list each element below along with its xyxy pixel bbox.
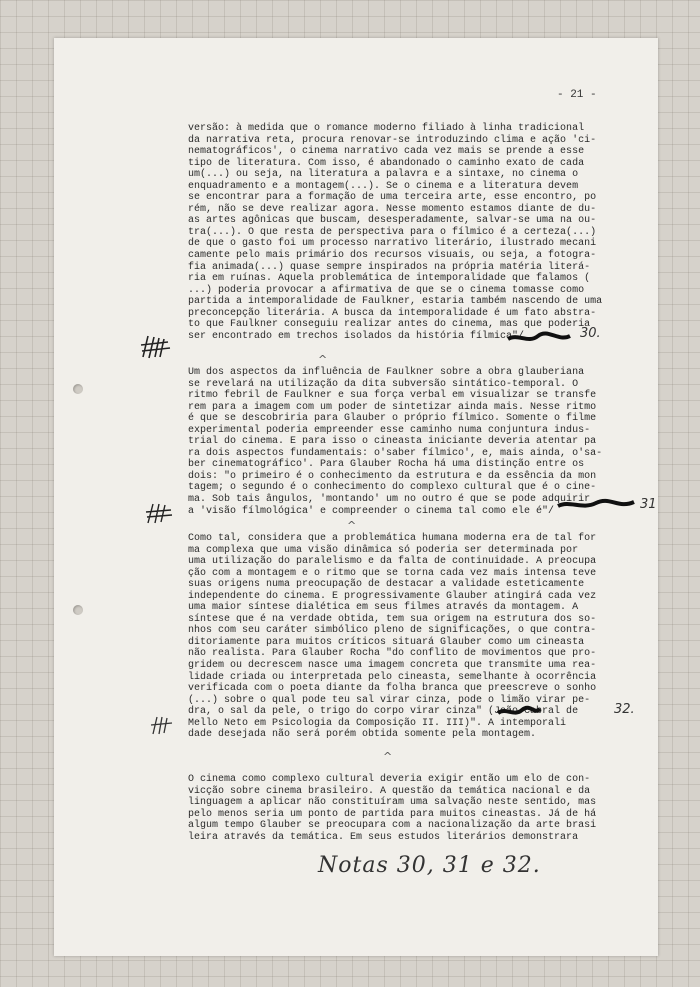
text-line: Um dos aspectos da influência de Faulkner sobre a obra glauberiana xyxy=(188,367,585,378)
text-line: nhos com seu caráter simbólico pleno de significações, o que contra- xyxy=(188,625,597,637)
paragraph-3 xyxy=(188,533,620,741)
text-line: dois: "o primeiro é o conhecimento da estrutura e da essência da mon xyxy=(188,470,597,482)
text-line: algum tempo Glauber se preocupara com a nacionalização da arte brasi xyxy=(188,820,597,832)
text-line: O cinema como complexo cultural deveria exigir então um elo de con- xyxy=(188,774,591,785)
text-line: verificada com o poeta diante da folha branca que preescreve o sonho xyxy=(188,683,597,695)
text-line: gridem ou decrescem nasce uma imagem concreta que transmite uma rea- xyxy=(188,660,597,672)
text-line: ber cinematográfico'. Para Glauber Rocha há uma distinção entre os xyxy=(188,459,585,471)
strikethrough-2 xyxy=(556,496,636,514)
paragraph-4 xyxy=(188,774,620,843)
text-line: ma complexa que uma visão dinâmica só poderia ser determinada por xyxy=(188,544,579,556)
text-line: ção com a montagem e o ritmo que se torna cada vez mais intensa teve xyxy=(188,567,597,579)
text-line: ritmo febril de Faulkner e sua força verbal em visualizar se transfe xyxy=(188,390,597,402)
text-line: ...) poderia provocar a afirmativa de que se o cinema tomasse como xyxy=(188,284,585,296)
text-line: não realista. Para Glauber Rocha "do conflito de movimentos que pro- xyxy=(188,648,597,660)
text-line: dra, o sal da pele, o trigo do corpo virar cinza" (João Cabral de xyxy=(188,706,579,718)
text-line: as artes agônicas que buscam, desesperadamente, salvar-se uma na ou- xyxy=(188,215,597,227)
text-line: síntese que é na verdade obtida, tem sua origem na estrutura dos so- xyxy=(188,613,597,625)
text-line: a 'visão fílmológica' e compreender o cinema tal como ele é"/ xyxy=(188,505,555,517)
punch-hole-bottom xyxy=(73,605,83,615)
insertion-caret-1: ^ xyxy=(318,353,328,366)
text-line: se revelará na utilização da dita subversão sintático-temporal. O xyxy=(188,378,579,390)
text-line: rém, não se deve realizar agora. Nesse momento estamos diante de du- xyxy=(188,203,597,215)
text-line: experimental poderia empreender esse caminho numa conjuntura indus- xyxy=(188,424,591,436)
text-line: se encontrar para a formação de uma terceira arte, esse encontro, po xyxy=(188,192,597,204)
text-line: é que se descobriria para Glauber o próprio fílmico. Somente o filme xyxy=(188,413,597,425)
text-line: versão: à medida que o romance moderno filiado à linha tradicional xyxy=(188,123,585,134)
text-line: fia animada(...) quase sempre inspirados na própria matéria literá- xyxy=(188,261,591,273)
note-number-30: 30. xyxy=(580,326,601,341)
text-line: de que o gasto foi um processo narrativo literário, ilustrado mecani xyxy=(188,238,597,250)
text-line: Mello Neto em Psicologia da Composição II. III)". A intemporali xyxy=(188,717,567,729)
paragraph-1 xyxy=(188,123,620,342)
text-line: independente do cinema. E progressivamente Glauber atingirá cada vez xyxy=(188,590,597,602)
insertion-caret-3: ^ xyxy=(383,750,393,763)
handwritten-note: Notas 30, 31 e 32. xyxy=(318,853,541,878)
note-number-32: 32. xyxy=(614,702,635,717)
paragraph-2 xyxy=(188,367,620,517)
text-line: ma. Sob tais ângulos, 'montando' um no outro é que se pode adquirir xyxy=(188,494,591,506)
text-line: da narrativa reta, procura renovar-se introduzindo clima e ação 'ci- xyxy=(188,134,597,146)
text-line: Como tal, considera que a problemática humana moderna era de tal for xyxy=(188,533,597,544)
text-line: um(...) ou seja, na literatura a palavra e a sintaxe, no cinema o xyxy=(188,169,579,181)
text-line: camente pelo mais primário dos recursos visuais, ou seja, a fotogra- xyxy=(188,250,597,262)
text-line: tagem; o segundo é o conhecimento do complexo cultural que é o cine- xyxy=(188,482,597,494)
text-line: pelo menos seria um ponto de partida para muitos cineastas. Já de há xyxy=(188,808,597,820)
page-number: - 21 - xyxy=(557,89,597,101)
text-line: rem para a imagem com um poder de sintetizar ainda mais. Nesse ritmo xyxy=(188,401,597,413)
text-line: vicção sobre cinema brasileiro. A questão da temática nacional e da xyxy=(188,785,591,797)
text-line: trial do cinema. E para isso o cineasta iniciante deveria atentar pa xyxy=(188,436,597,448)
margin-scribble-1 xyxy=(140,332,172,360)
punch-hole-top xyxy=(73,384,83,394)
margin-scribble-2 xyxy=(145,500,175,526)
insertion-caret-2: ^ xyxy=(347,519,357,532)
text-line: uma maior síntese dialética em seus filmes através da montagem. A xyxy=(188,602,579,614)
strikethrough-3 xyxy=(496,703,542,721)
text-line: dade desejada não será porém obtida somente pela montagem. xyxy=(188,729,537,741)
text-line: ra dois aspectos fundamentais: o'saber fílmico', e, mais ainda, o'sa- xyxy=(188,447,603,459)
text-line: (...) sobre o qual pode teu sal virar cinza, pode o limão virar pe- xyxy=(188,694,591,706)
text-line: uma utilização do paralelismo e da falta de continuidade. A preocupa xyxy=(188,556,597,568)
text-line: ria em ruínas. Aquela problemática de intemporalidade que falamos ( xyxy=(188,273,591,285)
text-line: ser encontrado em trechos isolados da história fílmica"/ xyxy=(188,330,525,342)
text-line: linguagem a aplicar não constituíram uma salvação neste sentido, mas xyxy=(188,797,597,809)
text-line: to que Faulkner conseguiu realizar antes do cinema, mas que poderia xyxy=(188,319,591,331)
text-line: tipo de literatura. Com isso, é abandonado o caminho exato de cada xyxy=(188,157,585,169)
text-line: enquadramento e a montagem(...). Se o cinema e a literatura devem xyxy=(188,180,579,192)
margin-scribble-3 xyxy=(150,713,176,737)
text-line: leira através da temática. Em seus estudos literários demonstrara xyxy=(188,831,579,843)
text-line: suas origens numa preocupação de destacar a validade esteticamente xyxy=(188,579,585,591)
strikethrough-1 xyxy=(506,330,572,348)
text-line: ditoriamente para muitos críticos situará Glauber como um cineasta xyxy=(188,636,585,648)
text-line: preconcepção literária. A busca da intemporalidade é um fato abstra- xyxy=(188,307,597,319)
text-line: tra(...). O que resta de perspectiva para o fílmico é a certeza(...) xyxy=(188,226,597,238)
text-line: nematográficos', o cinema narrativo cada vez mais se prende a esse xyxy=(188,146,585,158)
text-line: lidade criada ou interpretada pelo cineasta, semelhante à ocorrência xyxy=(188,671,597,683)
note-number-31: 31 xyxy=(640,497,657,512)
text-line: partida a intemporalidade de Faulkner, estaria também nascendo de uma xyxy=(188,296,603,308)
